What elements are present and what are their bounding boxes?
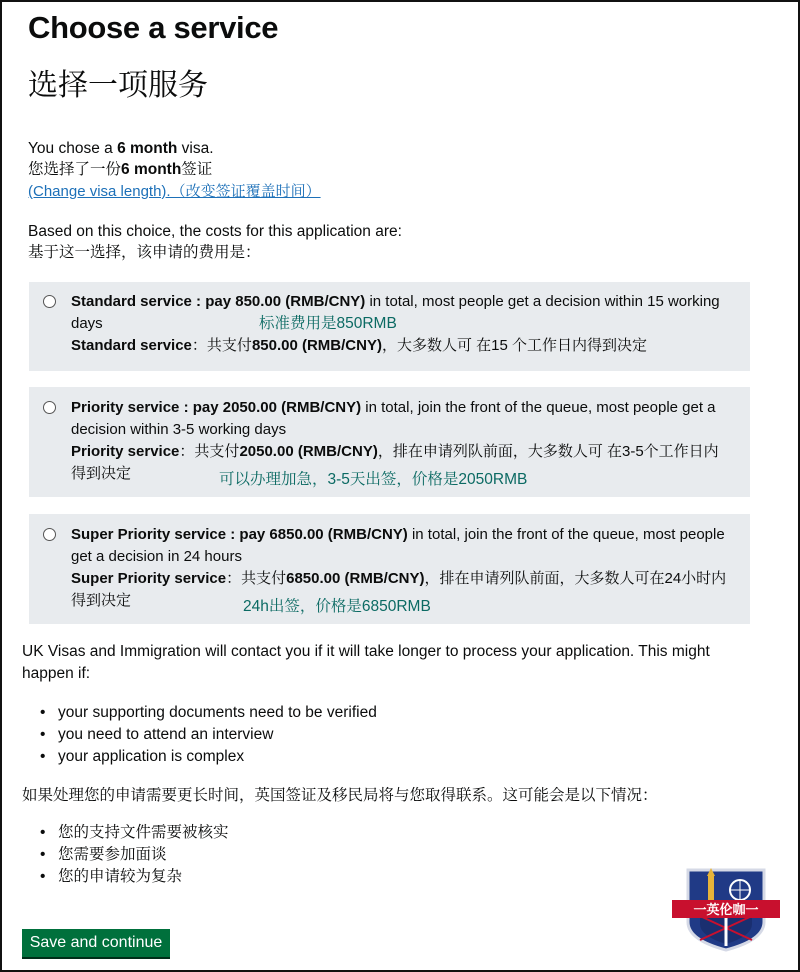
watermark-text: 一英伦咖一 bbox=[693, 903, 759, 918]
change-visa-length-link[interactable]: (Change visa length).（改变签证覆盖时间） bbox=[28, 183, 321, 200]
option-note: 24h出签，价格是6850RMB bbox=[243, 598, 431, 615]
option-text: Priority service : pay 2050.00 (RMB/CNY) in total, join the front of the queue, most people get a decision within 3-5 working days Priority service：共支付2050.00 (RMB/CNY)，排在申请列队前面，大多数人可 在3-5个工作日内得到决定 可以办理加急，3-5天出签，价格是2050RMB bbox=[71, 397, 732, 485]
list-item: • 您的申请较为复杂 bbox=[58, 866, 229, 888]
save-and-continue-button[interactable]: Save and continue bbox=[22, 929, 170, 959]
option-text: Standard service : pay 850.00 (RMB/CNY) in total, most people get a decision within 15 working days 标准费用是850RMB Standard service：共支付850.00 (RMB/CNY)，大多数人可 在15 个工作日内得到决定 bbox=[71, 293, 720, 354]
service-option-standard[interactable] bbox=[29, 282, 750, 371]
info-list-en bbox=[22, 702, 377, 768]
list-item: • your application is complex bbox=[58, 746, 377, 768]
watermark-logo-icon bbox=[670, 860, 782, 952]
option-note: 可以办理加急，3-5天出签，价格是2050RMB bbox=[219, 471, 528, 488]
page-title: Choose a service bbox=[28, 10, 279, 45]
chosen-visa-text: You chose a 6 month visa. 您选择了一份6 month签证 bbox=[28, 140, 214, 178]
info-text-en: UK Visas and Immigration will contact you if it will take longer to process your application. This might happen if: bbox=[22, 643, 710, 682]
info-text-zh: 如果处理您的申请需要更长时间，英国签证及移民局将与您取得联系。这可能会是以下情况： bbox=[22, 787, 658, 804]
option-note: 标准费用是850RMB bbox=[259, 315, 397, 332]
radio-super-priority[interactable] bbox=[43, 528, 56, 541]
list-item: • 您的支持文件需要被核实 bbox=[58, 822, 229, 844]
visa-length-value: 6 month bbox=[117, 140, 178, 157]
list-item: • you need to attend an interview bbox=[58, 724, 377, 746]
service-option-priority[interactable] bbox=[29, 387, 750, 497]
radio-priority[interactable] bbox=[43, 401, 56, 414]
service-option-super-priority[interactable] bbox=[29, 514, 750, 624]
costs-intro: Based on this choice, the costs for this application are: 基于这一选择，该申请的费用是： bbox=[28, 223, 402, 261]
list-item: • 您需要参加面谈 bbox=[58, 844, 229, 866]
list-item: • your supporting documents need to be verified bbox=[58, 702, 377, 724]
info-list-zh bbox=[22, 822, 229, 888]
option-text: Super Priority service : pay 6850.00 (RMB/CNY) in total, join the front of the queue, most people get a decision in 24 hours Super Priority service：共支付6850.00 (RMB/CNY)，排在申请列队前面，大多数人可在24小时内得到决定 24h出签，价格是6850RMB bbox=[71, 524, 732, 612]
radio-standard[interactable] bbox=[43, 295, 56, 308]
page-title-zh: 选择一项服务 bbox=[28, 68, 208, 103]
